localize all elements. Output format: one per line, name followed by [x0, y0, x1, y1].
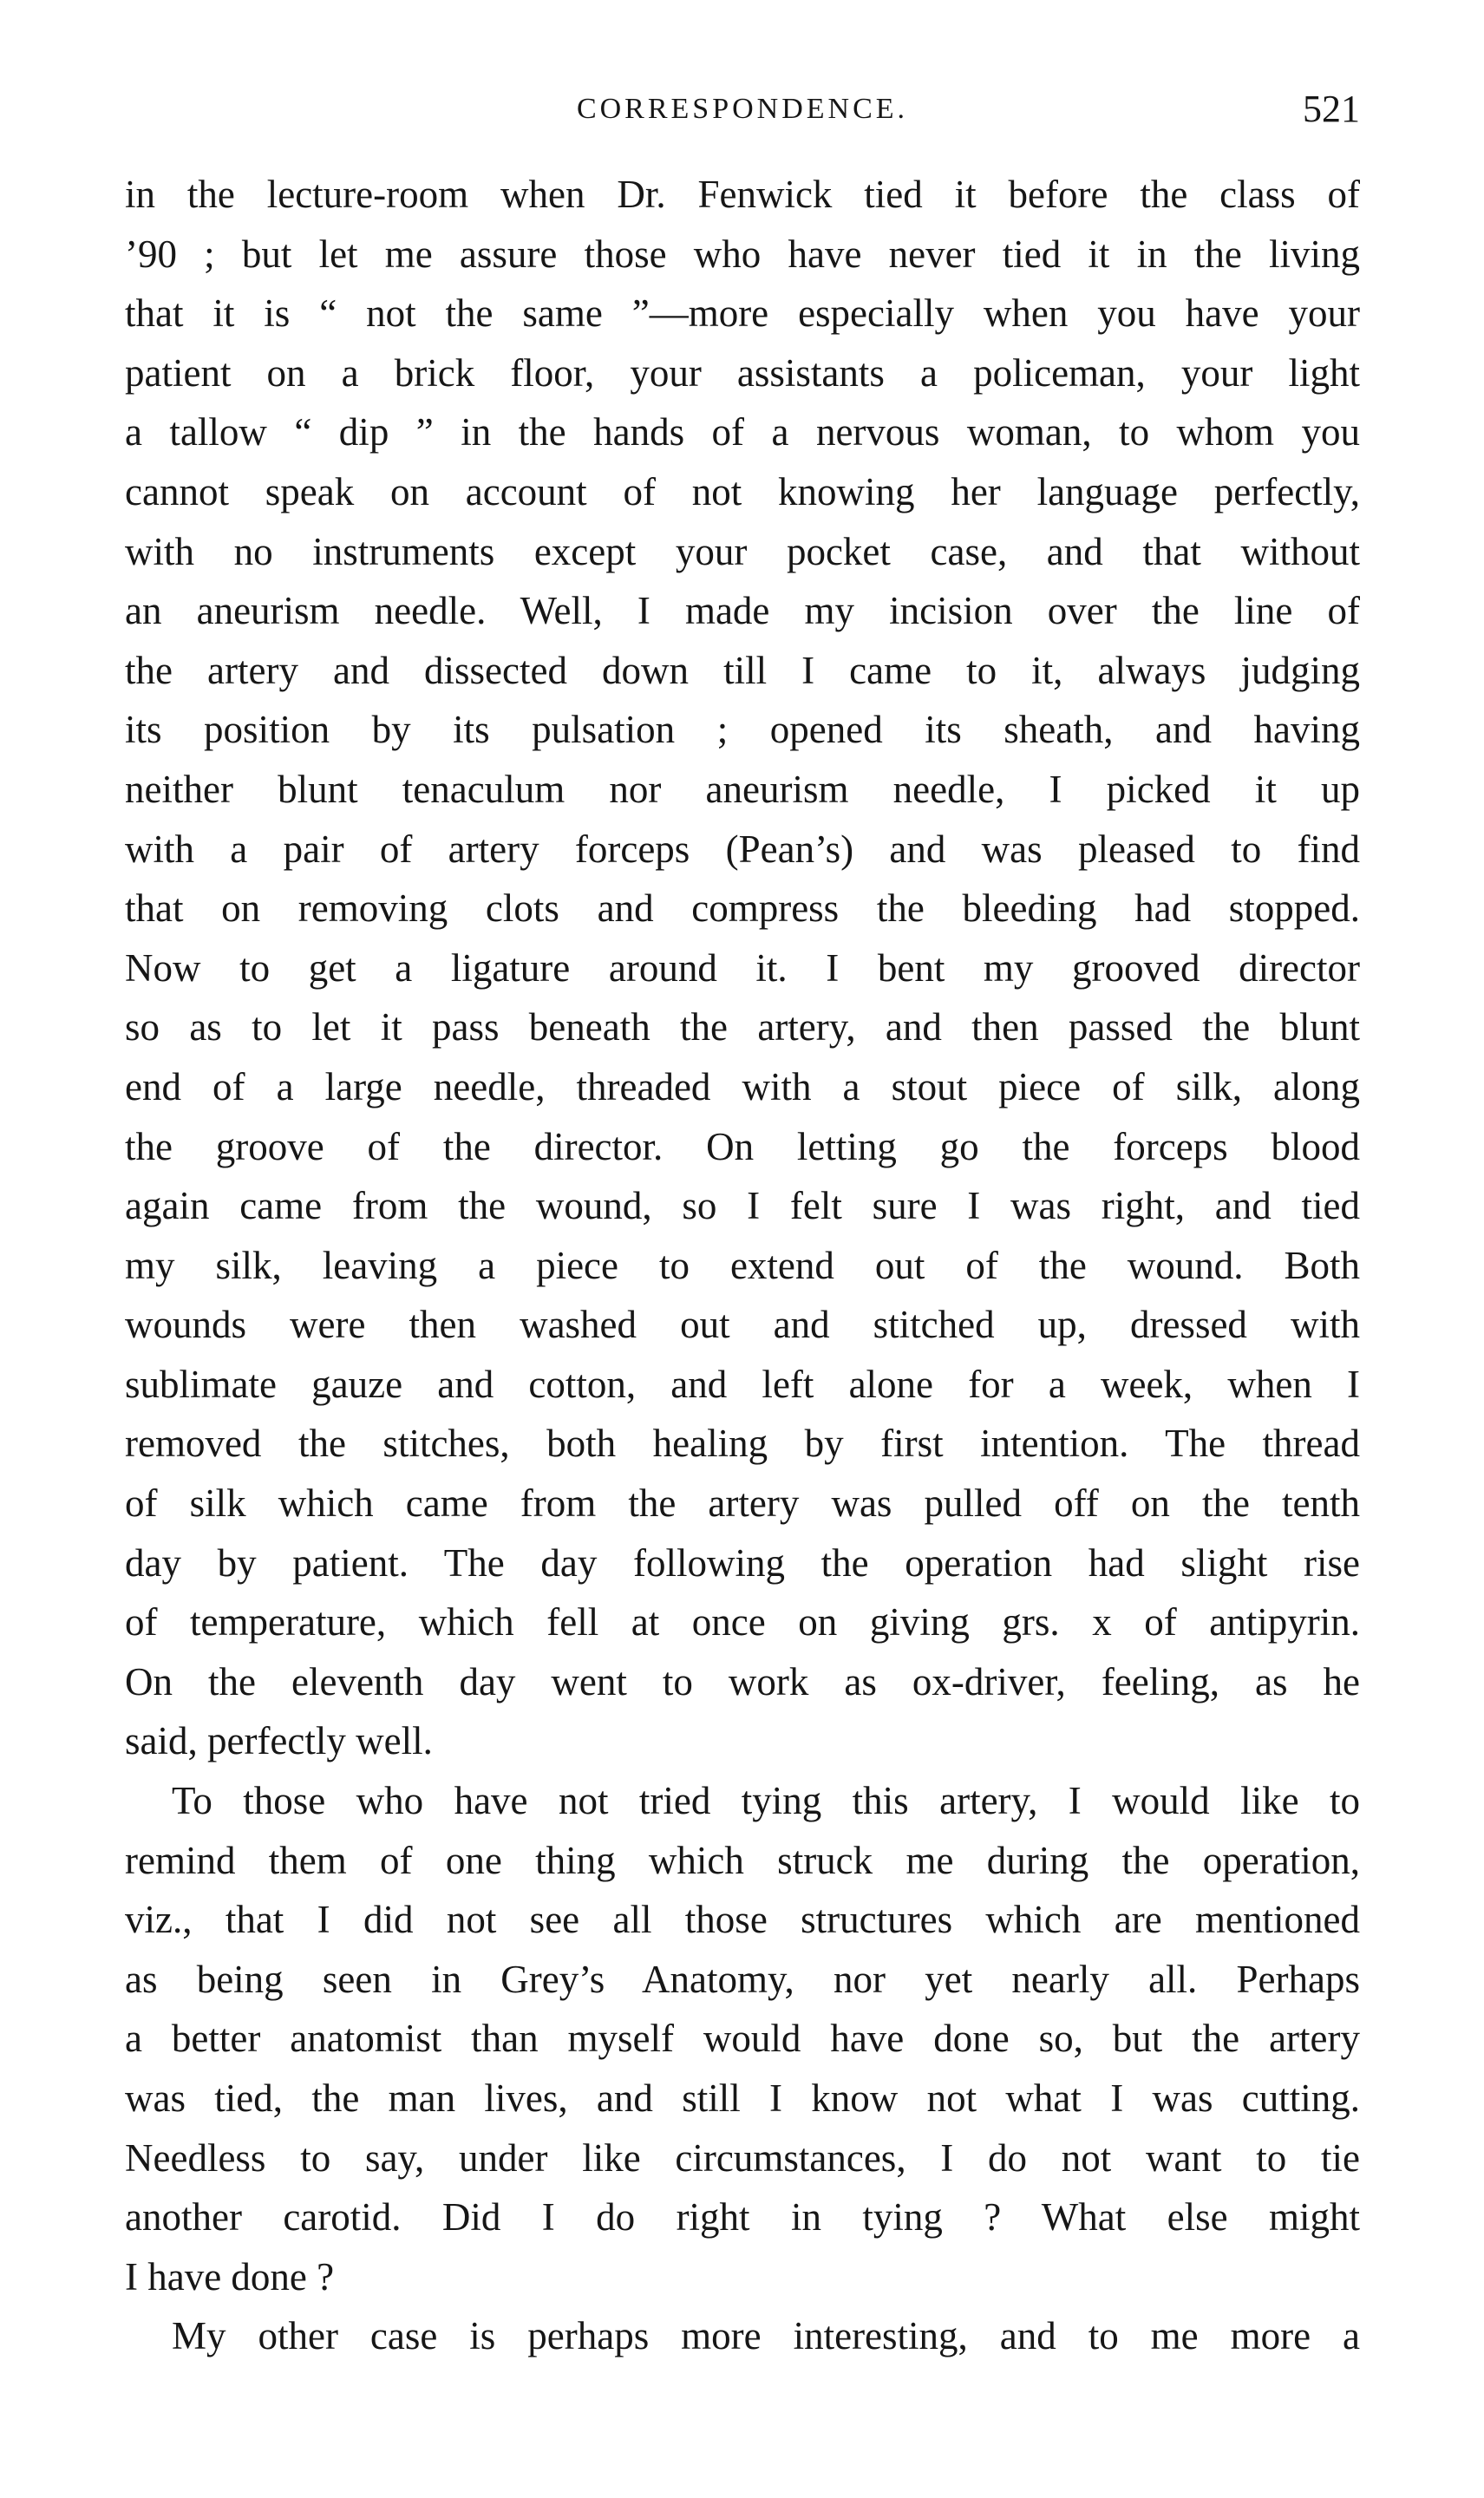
text-line: remind them of one thing which struck me during the operation,	[125, 1838, 1360, 1882]
text-line: I have done ?	[125, 2254, 335, 2299]
text-line: in the lecture-room when Dr. Fenwick tied it before the class of	[125, 173, 1360, 216]
text-line: On the eleventh day went to work as ox-driver, feeling, as he	[125, 1659, 1360, 1703]
text-line: that it is “ not the same ”—more especially when you have your	[125, 291, 1360, 336]
text-line: again came from the wound, so I felt sure I was right, and tied	[125, 1184, 1360, 1228]
text-line: cannot speak on account of not knowing her language perfectly,	[125, 469, 1360, 513]
text-line: patient on a brick floor, your assistants a policeman, your light	[125, 350, 1360, 395]
text-line: an aneurism needle. Well, I made my incision over the line of	[125, 589, 1360, 633]
text-line: my silk, leaving a piece to extend out of the wound. Both	[125, 1243, 1360, 1287]
text-line: removed the stitches, both healing by first intention. The thread	[125, 1422, 1360, 1466]
text-line: with a pair of artery forceps (Pean’s) and was pleased to find	[125, 827, 1360, 871]
text-line: Now to get a ligature around it. I bent my grooved director	[125, 945, 1360, 990]
body-text	[125, 165, 1360, 2366]
text-line: end of a large needle, threaded with a stout piece of silk, along	[125, 1064, 1360, 1108]
running-head	[125, 75, 1360, 144]
text-line: so as to let it pass beneath the artery, and then passed the blunt	[125, 1005, 1360, 1050]
text-line: My other case is perhaps more interesting, and to me more a	[172, 2314, 1360, 2358]
text-line: was tied, the man lives, and still I know not what I was cutting.	[125, 2076, 1360, 2120]
text-line: To those who have not tried tying this artery, I would like to	[172, 1779, 1360, 1823]
text-line: ’90 ; but let me assure those who have never tied it in the living	[125, 232, 1360, 276]
text-line: a better anatomist than myself would have done so, but the artery	[125, 2017, 1360, 2061]
text-line: viz., that I did not see all those structures which are mentioned	[125, 1898, 1360, 1942]
text-line: with no instruments except your pocket case, and that without	[125, 529, 1360, 573]
text-line: as being seen in Grey’s Anatomy, nor yet nearly all. Perhaps	[125, 1957, 1360, 2001]
text-line: a tallow “ dip ” in the hands of a nervous woman, to whom you	[125, 410, 1360, 454]
running-title: CORRESPONDENCE.	[576, 93, 909, 125]
text-line: another carotid. Did I do right in tying ? What else might	[125, 2195, 1360, 2240]
text-line: that on removing clots and compress the bleeding had stopped.	[125, 886, 1360, 931]
page-number: 521	[1303, 88, 1360, 130]
text-line: neither blunt tenaculum nor aneurism needle, I picked it up	[125, 767, 1360, 811]
text-line: its position by its pulsation ; opened its sheath, and having	[125, 708, 1360, 752]
text-line: the artery and dissected down till I came to it, always judging	[125, 648, 1360, 692]
text-line: sublimate gauze and cotton, and left alone for a week, when I	[125, 1362, 1360, 1406]
text-line: Needless to say, under like circumstances, I do not want to tie	[125, 2135, 1360, 2180]
text-line: of temperature, which fell at once on giving grs. x of antipyrin.	[125, 1600, 1360, 1645]
text-line: said, perfectly well.	[125, 1719, 433, 1763]
text-line: day by patient. The day following the operation had slight rise	[125, 1540, 1360, 1585]
text-line: the groove of the director. On letting go the forceps blood	[125, 1124, 1360, 1168]
text-line: wounds were then washed out and stitched up, dressed with	[125, 1303, 1360, 1347]
text-line: of silk which came from the artery was pulled off on the tenth	[125, 1481, 1360, 1526]
